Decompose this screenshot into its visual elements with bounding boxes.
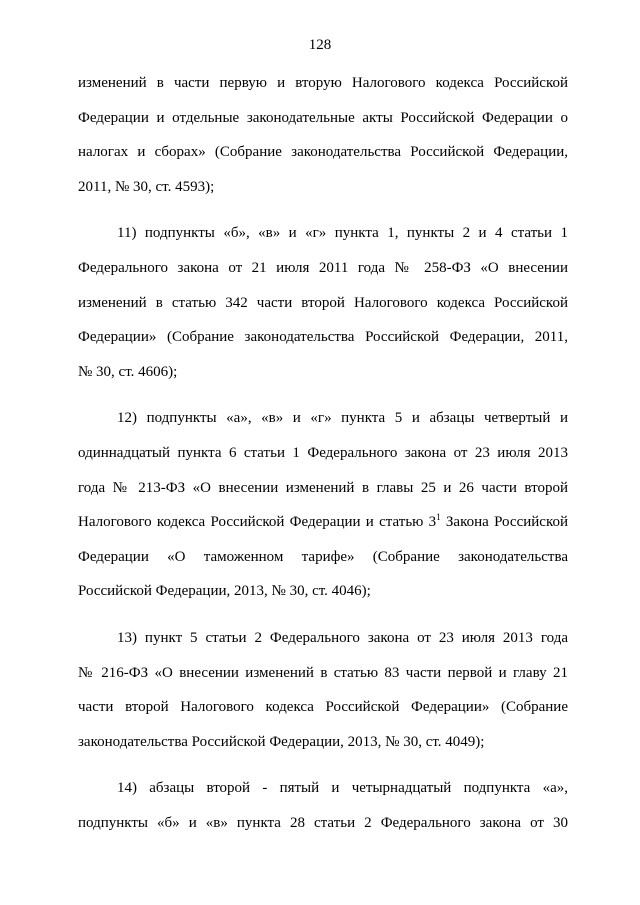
text-line: Федерации» (Собрание законодательства Российской Федерации, 2011, <box>78 329 568 346</box>
list-item-12 <box>78 401 568 609</box>
text-line: Федерального закона от 21 июля 2011 года № 258-ФЗ «О внесении <box>78 259 568 276</box>
text-fragment: Налогового кодекса Российской Федерации и статью 3 <box>78 514 437 531</box>
text-line: одиннадцатый пункта 6 статьи 1 Федерального закона от 23 июля 2013 <box>78 444 568 461</box>
text-line: законодательства Российской Федерации, 2013, № 30, ст. 4049); <box>78 733 485 750</box>
list-item-13 <box>78 621 568 759</box>
text-line: подпункты «б» и «в» пункта 28 статьи 2 Федерального закона от 30 <box>78 814 568 831</box>
text-line: 14) абзацы второй - пятый и четырнадцатый подпункта «а», <box>117 780 568 797</box>
text-line: 12) подпункты «а», «в» и «г» пункта 5 и абзацы четвертый и <box>117 410 568 427</box>
paragraph-continuation <box>78 66 568 204</box>
superscript: 1 <box>436 512 441 523</box>
text-line: изменений в части первую и вторую Налогового кодекса Российской <box>78 75 568 91</box>
list-item-11 <box>78 216 568 389</box>
text-line: № 216-ФЗ «О внесении изменений в статью 83 части первой и главу 21 <box>78 664 568 681</box>
text-line: 2011, № 30, ст. 4593); <box>78 178 215 195</box>
text-line: части второй Налогового кодекса Российской Федерации» (Собрание <box>78 699 568 716</box>
text-line: года № 213-ФЗ «О внесении изменений в главы 25 и 26 части второй <box>78 479 568 496</box>
text-line: 11) подпункты «б», «в» и «г» пункта 1, пункты 2 и 4 статьи 1 <box>117 225 568 242</box>
text-line-with-superscript <box>78 505 568 540</box>
list-item-14 <box>78 771 568 840</box>
text-line: изменений в статью 342 части второй Налогового кодекса Российской <box>78 294 568 311</box>
text-line: Российской Федерации, 2013, № 30, ст. 4046); <box>78 583 371 600</box>
text-line: № 30, ст. 4606); <box>78 363 178 380</box>
page-number: 128 <box>308 37 332 53</box>
text-line: Федерации и отдельные законодательные акты Российской Федерации о <box>78 109 568 126</box>
text-line: 13) пункт 5 статьи 2 Федерального закона от 23 июля 2013 года <box>117 629 568 646</box>
text-fragment: Закона Российской <box>440 514 568 531</box>
text-line: налогах и сборах» (Собрание законодательства Российской Федерации, <box>78 144 568 161</box>
document-body <box>78 66 568 840</box>
text-line: Федерации «О таможенном тарифе» (Собрание законодательства <box>78 548 568 565</box>
